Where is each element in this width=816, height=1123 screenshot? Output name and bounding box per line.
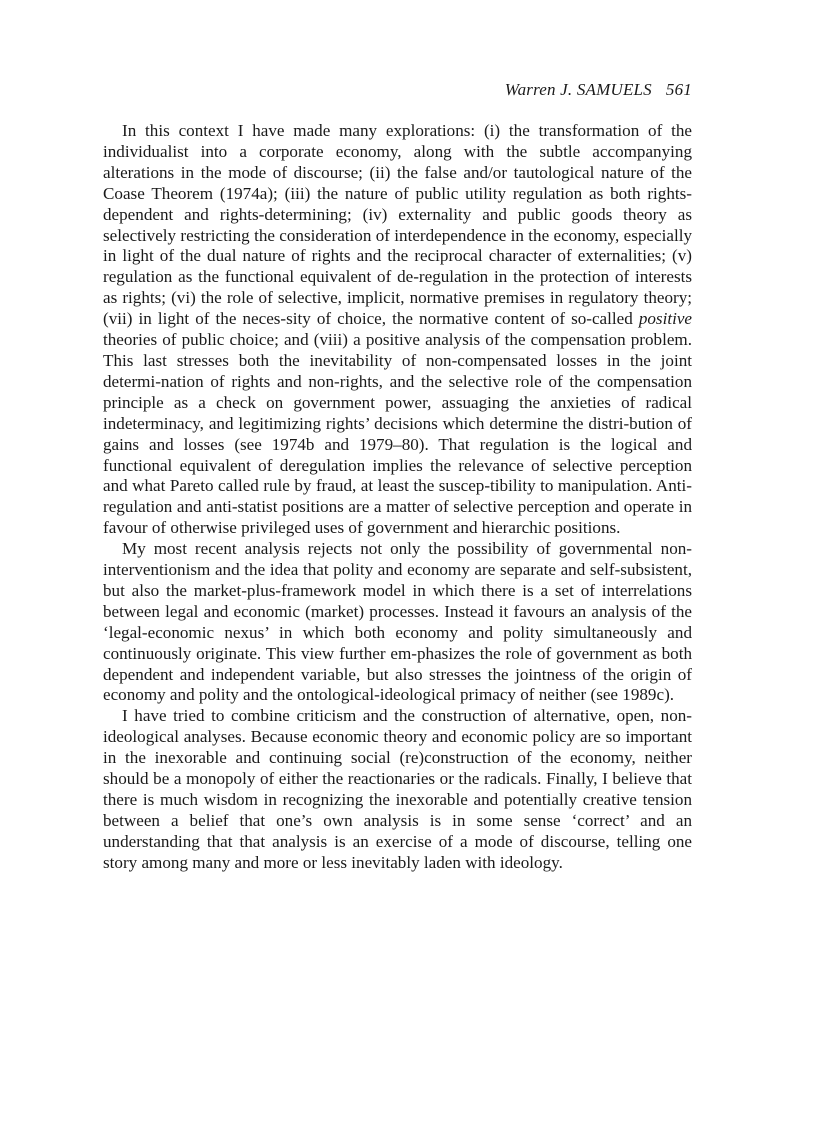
page-number: 561 [665,80,692,99]
paragraph-2: My most recent analysis rejects not only the possibility of governmental non-interventionism and the idea that polity and economy are separate and self-subsistent, but also the market-plus-framework model in which there is a set of interrelations between legal and economic (market) processes. Instead it favours an analysis of the ‘legal-economic nexus’ in which both economy and polity simultaneously and continuously originate. This view further em-phasizes the role of government as both dependent and independent variable, but also stresses the jointness of the origin of economy and polity and the ontological-ideological primacy of neither (see 1989c). [103,539,692,705]
running-header-author: Warren J. SAMUELS [504,80,652,99]
body-text [103,121,692,874]
paragraph-1 [103,121,692,539]
paragraph-1-text-a: In this context I have made many explorations: (i) the transformation of the individualist into a corporate economy, along with the subtle accompanying alterations in the mode of discourse; (ii) the false and/or tautological nature of the Coase Theorem (1974a); (iii) the nature of public utility regulation as both rights-dependent and rights-determining; (iv) externality and public goods theory as selectively restricting the consideration of interdependence in the economy, especially in light of the dual nature of rights and the reciprocal character of externalities; (v) regulation as the functional equivalent of de-regulation in the protection of interests as rights; (vi) the role of selective, implicit, normative premises in regulatory theory; (vii) in light of the neces-sity of choice, the normative content of so-called [103,121,692,329]
paragraph-3: I have tried to combine criticism and the construction of alternative, open, non-ideological analyses. Because economic theory and economic policy are so important in the inexorable and continuing social (re)construction of the economy, neither should be a monopoly of either the reactionaries or the radicals. Finally, I believe that there is much wisdom in recognizing the inexorable and potentially creative tension between a belief that one’s own analysis is in some sense ‘correct’ and an understanding that that analysis is an exercise of a mode of discourse, telling one story among many and more or less inevitably laden with ideology. [103,706,692,872]
paragraph-1-text-b: theories of public choice; and (viii) a positive analysis of the compensation problem. This last stresses both the inevitability of non-compensated losses in the joint determi-nation of rights and non-rights, and the selective role of the compensation principle as a check on government power, assuaging the anxieties of radical indeterminacy, and legitimizing rights’ decisions which determine the distri-bution of gains and losses (see 1974b and 1979–80). That regulation is the logical and functional equivalent of deregulation implies the relevance of selective perception and what Pareto called rule by fraud, at least the suscep-tibility to manipulation. Anti-regulation and anti-statist positions are a matter of selective perception and operate in favour of otherwise privileged uses of government and hierarchic positions. [103,330,692,538]
running-header [103,80,692,100]
paragraph-1-italic-term: positive [638,309,692,329]
